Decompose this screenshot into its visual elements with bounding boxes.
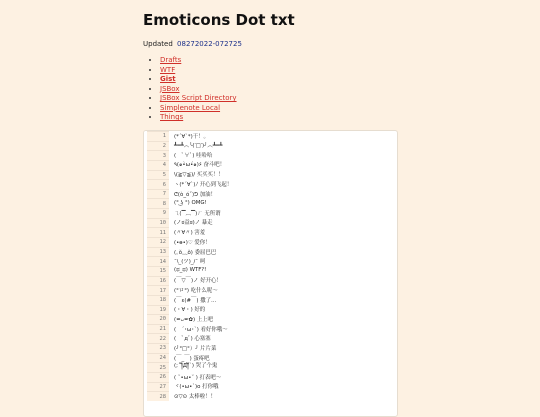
code-line (144, 160, 397, 170)
line-text: (≖ᴗ≖✿) 上上吧 (174, 316, 213, 323)
code-line (144, 170, 397, 180)
code-line (144, 305, 397, 315)
code-line (144, 362, 397, 372)
code-line (144, 295, 397, 305)
line-number: 1 (147, 131, 169, 141)
line-text: \(≧▽≦)/ 买买买！！ (174, 172, 224, 179)
line-text: (╯°□°）╯ 片片菜 (174, 345, 217, 352)
line-text: (｡ŏ﹏ŏ) 委屈巴巴 (174, 249, 217, 256)
line-number: 18 (147, 295, 169, 305)
nav-item (160, 75, 237, 85)
line-number: 26 (147, 372, 169, 382)
line-text: ¯\_(ツ)_/¯ 呵 (174, 259, 206, 266)
line-number: 14 (147, 256, 169, 266)
nav-link-drafts[interactable]: Drafts (160, 56, 182, 64)
nav-link-wtf[interactable]: WTF (160, 65, 176, 74)
nav-item (160, 56, 237, 66)
code-line (144, 237, 397, 247)
nav-link-gist[interactable]: Gist (160, 75, 176, 83)
line-number: 21 (147, 324, 169, 334)
nav-link-simplenote-local[interactable]: Simplenote Local (160, 103, 221, 112)
updated-label: Updated (143, 40, 173, 48)
line-text: (° ͜ʖ °) OMG! (174, 200, 207, 207)
line-number: 9 (147, 208, 169, 218)
line-text: (￣_￣) 蛋疼吧 (174, 355, 210, 362)
line-text: ┻━┻︵╰(‵□′)╯︵┻━┻ (174, 143, 223, 150)
line-number: 22 (147, 333, 169, 343)
line-text: ヽ(*´∀`)ﾉ 开心到飞起！ (174, 182, 233, 189)
code-line (144, 276, 397, 286)
line-text: ( ´･ω･`) 看好你哦～ (174, 326, 228, 333)
nav-link-things[interactable]: Things (160, 113, 184, 121)
line-text: ⊙▽⊙ 太棒啦！！ (174, 394, 216, 401)
code-line (144, 256, 397, 266)
code-line (144, 150, 397, 160)
line-number: 17 (147, 285, 169, 295)
code-line (144, 247, 397, 257)
line-text: ヾ(•ω•`)o 打你哦 (174, 384, 219, 391)
nav-item (160, 94, 237, 104)
nav-link-jsbox-script-directory[interactable]: JSBox Script Directory (160, 94, 237, 102)
emoticon-listing (143, 130, 398, 417)
line-number: 5 (147, 170, 169, 180)
updated-line (143, 40, 242, 48)
nav-item (160, 66, 237, 76)
code-line (144, 382, 397, 392)
code-line (144, 227, 397, 237)
line-text: ㄟ(▔︹▔)ㄏ 无所谓 (174, 210, 221, 217)
line-number: 27 (147, 382, 169, 392)
line-number: 8 (147, 198, 169, 208)
line-text: (•ө•)♡ 爱你！ (174, 239, 211, 246)
code-line (144, 285, 397, 295)
code-line (144, 189, 397, 199)
line-text: ( ﾟдﾟ) 心塞塞 (174, 336, 211, 343)
line-text: ( ˘•ω•˘ ) 打表吧～ (174, 374, 222, 381)
code-line (144, 314, 397, 324)
line-number: 28 (147, 391, 169, 401)
line-number: 23 (147, 343, 169, 353)
line-text: ٩(๑•̀ω•́๑)۶ 奋斗吧！ (174, 162, 226, 169)
line-number: 13 (147, 247, 169, 257)
code-line (144, 131, 397, 141)
line-text: (*´∀`*)干！。 (174, 133, 209, 140)
line-text: (〃∀〃) 害羞 (174, 230, 206, 237)
nav-item (160, 104, 237, 114)
line-number: 2 (147, 141, 169, 151)
line-number: 16 (147, 276, 169, 286)
line-number: 10 (147, 218, 169, 228)
line-number: 15 (147, 266, 169, 276)
line-text: (ノಠ益ಠ)ノ 暴走 (174, 220, 213, 227)
code-line (144, 333, 397, 343)
code-line (144, 343, 397, 353)
nav-link-jsbox[interactable]: JSBox (160, 84, 180, 93)
code-line (144, 266, 397, 276)
code-line (144, 372, 397, 382)
line-number: 3 (147, 150, 169, 160)
code-line (144, 324, 397, 334)
line-number: 7 (147, 189, 169, 199)
code-line (144, 391, 397, 401)
nav-list (143, 56, 237, 123)
line-number: 11 (147, 227, 169, 237)
line-number: 20 (147, 314, 169, 324)
line-text: ᕦ(ò_óˇ)ᕤ 加油！ (174, 191, 216, 198)
line-text: (￣▽￣)ノ 好开心！ (174, 278, 222, 285)
line-number: 12 (147, 237, 169, 247)
nav-item (160, 85, 237, 95)
line-number: 19 (147, 305, 169, 315)
line-number: 6 (147, 179, 169, 189)
page-title: Emoticons Dot txt (143, 11, 295, 29)
line-text: (ಥ_ಥ) WTF?! (174, 267, 207, 274)
line-text: (・∀・) 好的 (174, 307, 206, 314)
line-text: ( ﾟ∀ﾟ) 哇哈哈 (174, 153, 213, 160)
line-number: 24 (147, 353, 169, 363)
code-line (144, 208, 397, 218)
line-text: (;´༎ຶД༎ຶ`) 哭了个鬼 (174, 362, 218, 369)
code-line (144, 179, 397, 189)
nav-item (160, 113, 237, 123)
line-number: 25 (147, 362, 169, 372)
updated-timestamp: 08272022-072725 (177, 40, 242, 48)
line-text: (￣ε(#￣) 撒了… (174, 297, 217, 304)
line-text: (°ロ°) 吃什么呢～ (174, 288, 218, 295)
code-line (144, 141, 397, 151)
line-number: 4 (147, 160, 169, 170)
code-line (144, 198, 397, 208)
code-line (144, 218, 397, 228)
